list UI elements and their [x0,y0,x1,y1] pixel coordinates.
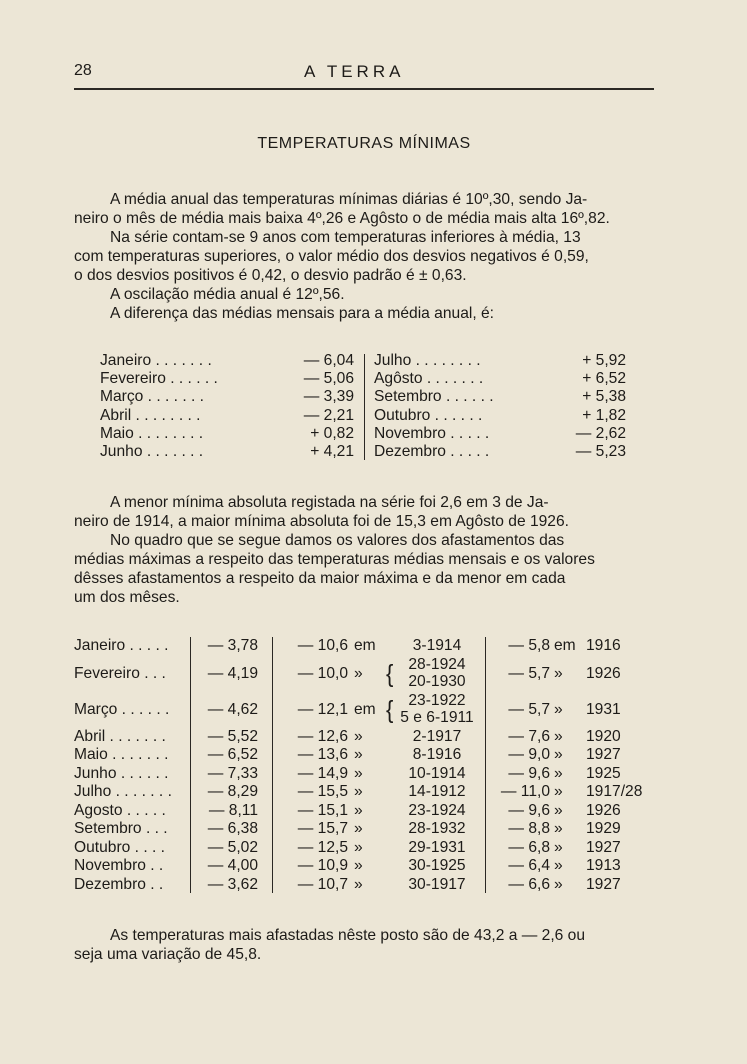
minimum-value: — 13,6 [297,746,348,763]
deviation-value: — 8,11 [208,801,258,819]
minimum-value: — 15,5 [297,783,348,800]
month-label: Março . . . . . . [74,700,170,718]
page-number: 28 [74,62,92,79]
unit-label: em [554,637,576,654]
date-value: 29-1931 [408,838,466,856]
unit-label: » [354,746,363,763]
month-label: Setembro . . . [74,820,168,837]
month-label: Fevereiro . . . . . . [100,370,218,388]
text-line: A diferença das médias mensais para a média anual, é: [110,305,495,322]
unit-label: » [554,783,563,800]
difference-value: — 3,39 [303,388,354,406]
unit-label: » [554,875,563,893]
table-row [74,783,664,802]
text-line: dêsses afastamentos a respeito da maior máxima e da menor em cada [74,570,566,587]
date-cell [392,692,482,726]
table-row [74,728,664,747]
difference-value: + 4,21 [310,442,354,460]
minimum-value: — 14,9 [297,764,348,782]
text-line: com temperaturas superiores, o valor médio dos desvios negativos é 0,59, [74,248,589,265]
month-label: Abril . . . . . . . [74,727,166,745]
month-label: Dezembro . . [74,875,164,893]
minimum-value: — 10,0 [297,664,348,682]
text-line: As temperaturas mais afastadas nêste posto são de 43,2 a — 2,6 ou [110,927,586,944]
extreme-deviation-value: — 5,7 [508,700,550,718]
month-label: Setembro . . . . . . [374,388,494,406]
unit-label: » [354,820,363,837]
unit-label: » [554,764,563,782]
date-cell [392,802,482,820]
extreme-deviation-value: — 5,7 [508,664,550,682]
month-label: Junho . . . . . . . [100,442,204,460]
minimum-value: — 10,7 [297,875,348,893]
month-label: Dezembro . . . . . [374,442,490,460]
extreme-deviation-value: — 9,6 [508,764,550,782]
date-cell [392,876,482,894]
date-cell [392,839,482,857]
unit-label: » [354,857,363,874]
unit-label: » [354,838,363,856]
table-row [100,425,630,443]
unit-label: em [354,700,376,718]
minimum-value: — 12,6 [297,727,348,745]
year-label: 1916 [586,637,621,654]
month-label: Fevereiro . . . [74,664,166,682]
month-label: Agôsto . . . . . . . [374,370,484,388]
month-label: Novembro . . [74,857,164,874]
date-cell [392,746,482,764]
difference-value: — 5,23 [575,442,626,460]
deviation-value: — 4,62 [207,700,258,718]
extreme-deviation-value: — 6,6 [508,875,550,893]
unit-label: » [554,838,563,856]
table-row [74,765,664,784]
table-row [74,746,664,765]
extreme-deviation-value: — 6,4 [508,857,550,874]
minimum-value: — 15,1 [297,801,348,819]
difference-value: — 6,04 [303,352,354,369]
unit-label: » [554,857,563,874]
minimum-value: — 10,6 [297,637,348,654]
text-line: neiro o mês de média mais baixa 4º,26 e Agôsto o de média mais alta 16º,82. [74,210,610,227]
difference-value: + 0,82 [310,424,354,442]
extreme-deviation-value: — 6,8 [508,838,550,856]
date-cell [392,765,482,783]
text-line: seja uma variação de 45,8. [74,946,262,963]
month-label: Agosto . . . . . [74,801,166,819]
unit-label: » [554,727,563,745]
unit-label: » [554,700,563,718]
paragraph-extremes [74,926,654,964]
date-value: 28-1932 [408,820,466,837]
table-row [74,876,664,895]
year-label: 1926 [586,801,621,819]
difference-value: + 1,82 [582,406,626,424]
month-label: Janeiro . . . . . . . [100,352,212,369]
table-row [100,407,630,425]
year-label: 1927 [586,746,621,763]
text-line: A média anual das temperaturas mínimas diárias é 10º,30, sendo Ja- [110,191,588,208]
year-label: 1929 [586,820,621,837]
monthly-difference-table [100,352,630,461]
date-cell [392,637,482,655]
unit-label: » [554,801,563,819]
unit-label: » [354,764,363,782]
year-label: 1927 [586,875,621,893]
date-value: 30-1917 [408,875,466,893]
minimum-value: — 12,5 [297,838,348,856]
year-label: 1917/28 [586,783,643,800]
paragraph-intro [74,190,654,323]
year-label: 1926 [586,664,621,682]
minimum-value: — 12,1 [297,700,348,718]
date-value: 23-1922 [408,691,466,709]
extreme-deviation-value: — 5,8 [508,637,550,654]
month-label: Outubro . . . . [74,838,166,856]
deviation-value: — 6,52 [207,746,258,763]
date-value: 3-1914 [412,637,462,654]
difference-value: — 2,21 [303,406,354,424]
extreme-deviation-value: — 9,0 [508,746,550,763]
text-line: A menor mínima absoluta registada na série foi 2,6 em 3 de Ja- [110,494,549,511]
text-line: médias máximas a respeito das temperaturas médias mensais e os valores [74,551,595,568]
running-title: A TERRA [304,62,405,81]
year-label: 1913 [586,857,621,874]
table-row [74,692,664,728]
difference-value: + 5,38 [582,388,626,406]
unit-label: » [354,727,363,745]
date-cell [392,820,482,838]
difference-value: — 2,62 [575,424,626,442]
difference-value: — 5,06 [303,370,354,388]
text-line: No quadro que se segue damos os valores dos afastamentos das [110,532,565,549]
table-row [74,857,664,876]
year-label: 1927 [586,838,621,856]
deviation-value: — 4,00 [207,857,258,874]
month-label: Julho . . . . . . . [74,783,172,800]
date-cell [392,783,482,801]
table-row [100,370,630,388]
table-row [74,656,664,692]
month-label: Maio . . . . . . . [74,746,169,763]
extreme-deviation-value: — 7,6 [508,727,550,745]
extreme-deviation-value: — 9,6 [508,801,550,819]
month-label: Junho . . . . . . [74,764,169,782]
month-label: Maio . . . . . . . . [100,424,204,442]
date-value: 10-1914 [408,764,466,782]
month-label: Novembro . . . . . [374,424,490,442]
unit-label: » [354,875,363,893]
unit-label: » [354,783,363,800]
brace-symbol: { [386,658,394,688]
month-label: Julho . . . . . . . . [374,352,481,369]
unit-label: » [354,664,363,682]
text-line: A oscilação média anual é 12º,56. [110,286,345,303]
deviation-value: — 5,52 [207,727,258,745]
text-line: um dos mêses. [74,589,180,606]
table-row [100,443,630,461]
date-cell [392,728,482,746]
date-value: 5 e 6-1911 [400,708,474,726]
unit-label: » [554,746,563,763]
month-label: Janeiro . . . . . [74,637,169,654]
date-value: 2-1917 [412,727,462,745]
deviation-value: — 8,29 [207,783,258,800]
date-value: 23-1924 [408,801,466,819]
paragraph-absolute-minima [74,493,654,607]
year-label: 1920 [586,727,621,745]
text-line: Na série contam-se 9 anos com temperaturas inferiores à média, 13 [110,229,581,246]
date-value: 30-1925 [408,857,466,874]
unit-label: » [554,664,563,682]
absolute-minima-table [74,637,664,894]
date-value: 14-1912 [408,783,466,800]
table-row [74,637,664,656]
difference-value: + 6,52 [582,370,626,388]
extreme-deviation-value: — 11,0 [500,783,550,800]
table-row [100,388,630,406]
month-label: Abril . . . . . . . . [100,406,201,424]
difference-value: + 5,92 [582,352,626,369]
date-value: 28-1924 [408,655,466,673]
date-cell [392,857,482,875]
deviation-value: — 3,62 [207,875,258,893]
deviation-value: — 6,38 [207,820,258,837]
table-row [74,820,664,839]
section-title: TEMPERATURAS MÍNIMAS [257,135,471,152]
date-value: 20-1930 [408,672,466,690]
date-cell [392,656,482,690]
brace-symbol: { [386,694,394,724]
table-row [74,802,664,821]
minimum-value: — 15,7 [297,820,348,837]
unit-label: » [554,820,563,837]
year-label: 1925 [586,764,621,782]
table-row [100,352,630,370]
deviation-value: — 7,33 [207,764,258,782]
month-label: Março . . . . . . . [100,388,204,406]
deviation-value: — 3,78 [207,637,258,654]
month-label: Outubro . . . . . . [374,406,483,424]
year-label: 1931 [586,700,621,718]
date-value: 8-1916 [412,746,462,763]
text-line: o dos desvios positivos é 0,42, o desvio padrão é ± 0,63. [74,267,467,284]
running-header [74,62,654,92]
minimum-value: — 10,9 [297,857,348,874]
extreme-deviation-value: — 8,8 [508,820,550,837]
unit-label: » [354,801,363,819]
unit-label: em [354,637,376,654]
header-rule [74,88,654,90]
table-row [74,839,664,858]
text-line: neiro de 1914, a maior mínima absoluta foi de 15,3 em Agôsto de 1926. [74,513,569,530]
deviation-value: — 4,19 [207,664,258,682]
deviation-value: — 5,02 [207,838,258,856]
